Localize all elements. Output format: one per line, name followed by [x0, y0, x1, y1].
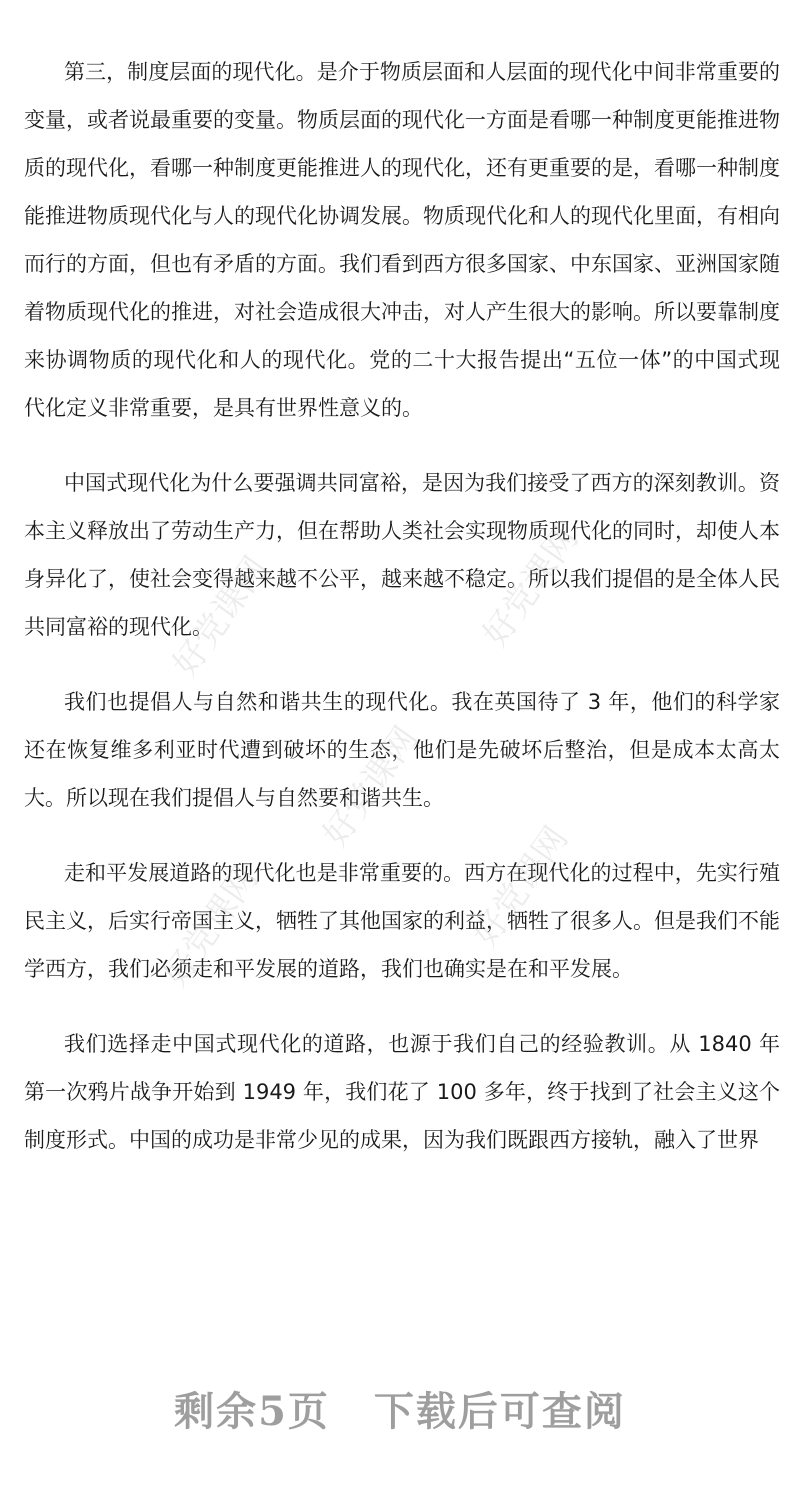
- watermark-text: 好党课网: [475, 519, 587, 654]
- paragraph-3: 我们也提倡人与自然和谐共生的现代化。我在英国待了 3 年，他们的科学家还在恢复维多利亚时代遭到破坏的生态，他们是先破坏后整治，但是成本太高太大。所以现在我们提倡人与自然要和谐共生。: [24, 690, 780, 810]
- paragraph-5: 我们选择走中国式现代化的道路，也源于我们自己的经验教训。从 1840 年第一次鸦片战争开始到 1949 年，我们花了 100 多年，终于找到了社会主义这个制度形式。中国的成功是非常少见的成果，因为我们既跟西方接轨，融入了世界: [24, 1032, 780, 1152]
- watermark-text: 好党课网: [315, 719, 427, 854]
- download-to-view-label: 下载后可查阅: [373, 1388, 626, 1435]
- download-banner[interactable]: [0, 1380, 800, 1437]
- paragraph-4: 走和平发展道路的现代化也是非常重要的。西方在现代化的过程中，先实行殖民主义，后实行帝国主义，牺牲了其他国家的利益，牺牲了很多人。但是我们不能学西方，我们必须走和平发展的道路，我们也确实是在和平发展。: [24, 861, 780, 981]
- paragraph-1: 第三，制度层面的现代化。是介于物质层面和人层面的现代化中间非常重要的变量，或者说最重要的变量。物质层面的现代化一方面是看哪一种制度更能推进物质的现代化，看哪一种制度更能推进人的现代化，还有更重要的是，看哪一种制度能推进物质现代化与人的现代化协调发展。物质现代化和人的现代化里面，有相向而行的方面，但也有矛盾的方面。我们看到西方很多国家、中东国家、亚洲国家随着物质现代化的推进，对社会造成很大冲击，对人产生很大的影响。所以要靠制度来协调物质的现代化和人的现代化。党的二十大报告提出“五位一体”的中国式现代化定义非常重要，是具有世界性意义的。: [24, 60, 780, 420]
- watermark-text: 好党课网: [165, 549, 277, 684]
- document-body: [24, 48, 780, 1191]
- remaining-pages-label: 剩余5页: [174, 1388, 330, 1435]
- watermark-text: 好党课网: [465, 819, 577, 954]
- paragraph-2: 中国式现代化为什么要强调共同富裕，是因为我们接受了西方的深刻教训。资本主义释放出了劳动生产力，但在帮助人类社会实现物质现代化的同时，却使人本身异化了，使社会变得越来越不公平，越来越不稳定。所以我们提倡的是全体人民共同富裕的现代化。: [24, 471, 780, 639]
- watermark-text: 好党课网: [155, 859, 267, 994]
